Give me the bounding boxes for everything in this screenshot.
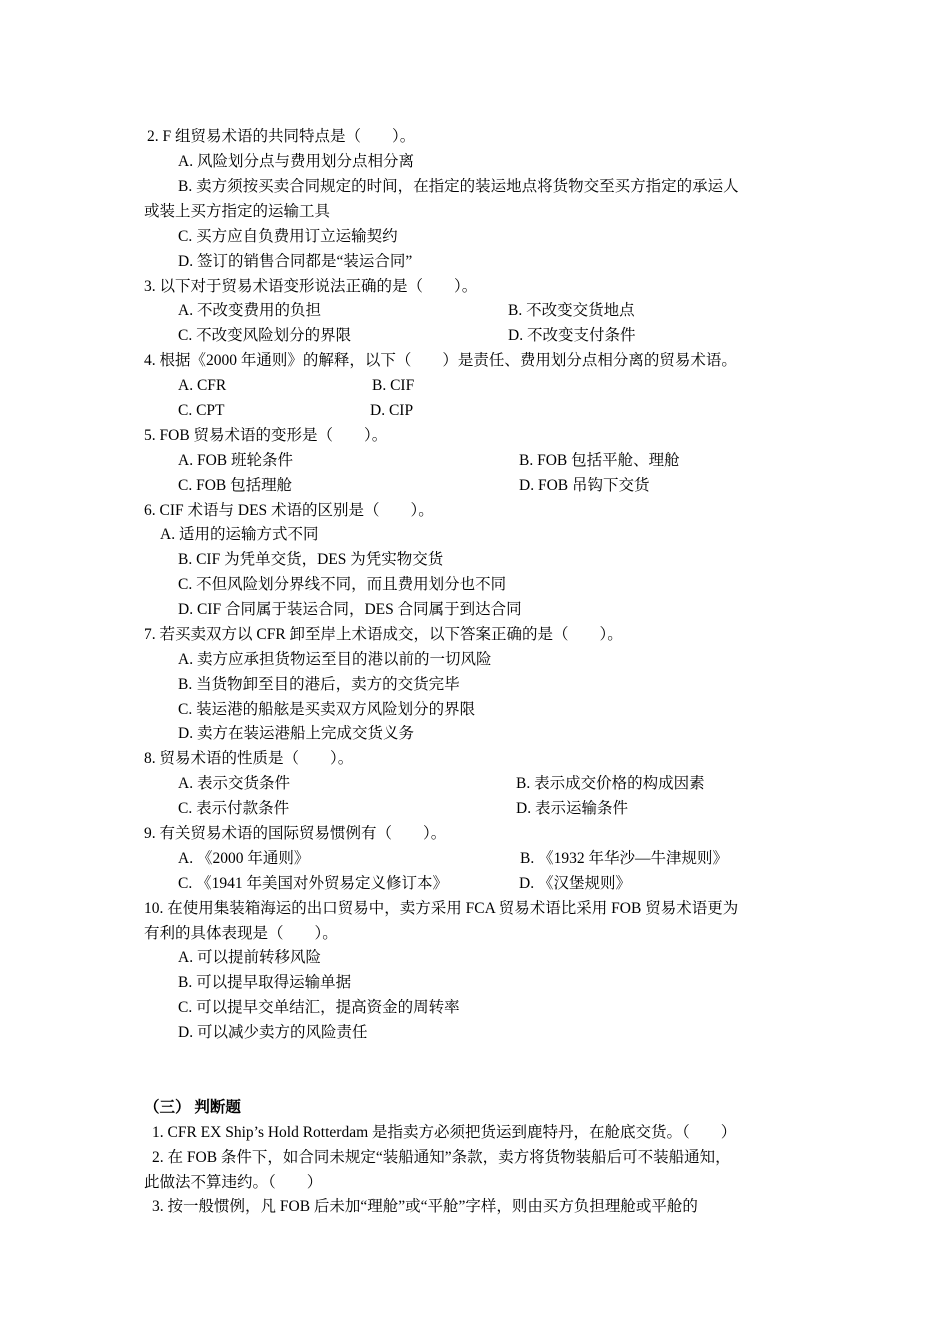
question-2-option-b-cont: 或装上买方指定的运输工具 bbox=[144, 203, 331, 220]
question-10-option-c: C. 可以提早交单结汇，提高资金的周转率 bbox=[178, 999, 460, 1016]
question-8-option-b: B. 表示成交价格的构成因素 bbox=[516, 775, 705, 792]
question-3-option-b: B. 不改变交货地点 bbox=[508, 302, 635, 319]
judgment-item-2: 2. 在 FOB 条件下，如合同未规定“装船通知”条款，卖方将货物装船后可不装船通知， bbox=[152, 1149, 731, 1166]
judgment-item-3: 3. 按一般惯例，凡 FOB 后未加“理舱”或“平舱”字样，则由买方负担理舱或平舱的 bbox=[152, 1198, 698, 1215]
question-4-stem: 4. 根据《2000 年通则》的解释，以下（ ）是责任、费用划分点相分离的贸易术语。 bbox=[144, 352, 737, 369]
question-6-option-d: D. CIF 合同属于装运合同，DES 合同属于到达合同 bbox=[178, 601, 522, 618]
question-7-stem: 7. 若买卖双方以 CFR 卸至岸上术语成交，以下答案正确的是（ ）。 bbox=[144, 626, 623, 643]
question-10-option-b: B. 可以提早取得运输单据 bbox=[178, 974, 352, 991]
question-2-option-d: D. 签订的销售合同都是“装运合同” bbox=[178, 253, 413, 270]
question-10-stem-cont: 有利的具体表现是（ ）。 bbox=[144, 925, 338, 942]
question-7-option-c: C. 装运港的船舷是买卖双方风险划分的界限 bbox=[178, 701, 476, 718]
question-6-option-b: B. CIF 为凭单交货，DES 为凭实物交货 bbox=[178, 551, 444, 568]
question-4-option-b: B. CIF bbox=[372, 377, 415, 394]
question-2-stem: 2. F 组贸易术语的共同特点是（ ）。 bbox=[147, 128, 416, 145]
question-3-option-c: C. 不改变风险划分的界限 bbox=[178, 327, 352, 344]
question-6-option-c: C. 不但风险划分界线不同，而且费用划分也不同 bbox=[178, 576, 507, 593]
question-9-option-b: B. 《1932 年华沙—牛津规则》 bbox=[520, 850, 728, 867]
question-6-option-a: A. 适用的运输方式不同 bbox=[160, 526, 319, 543]
question-5-stem: 5. FOB 贸易术语的变形是（ ）。 bbox=[144, 427, 388, 444]
section-heading: （三） 判断题 bbox=[144, 1099, 241, 1116]
question-3-option-d: D. 不改变支付条件 bbox=[508, 327, 636, 344]
question-8-option-c: C. 表示付款条件 bbox=[178, 800, 290, 817]
judgment-item-1: 1. CFR EX Ship’s Hold Rotterdam 是指卖方必须把货运到鹿特丹，在舱底交货。（ ） bbox=[152, 1124, 737, 1141]
judgment-item-2-cont: 此做法不算违约。（ ） bbox=[144, 1174, 323, 1191]
question-8-stem: 8. 贸易术语的性质是（ ）。 bbox=[144, 750, 354, 767]
question-6-stem: 6. CIF 术语与 DES 术语的区别是（ ）。 bbox=[144, 502, 434, 519]
question-5-option-b: B. FOB 包括平舱、理舱 bbox=[519, 452, 680, 469]
question-4-option-a: A. CFR bbox=[178, 377, 227, 394]
question-9-option-d: D. 《汉堡规则》 bbox=[519, 875, 631, 892]
question-5-option-a: A. FOB 班轮条件 bbox=[178, 452, 293, 469]
question-10-option-a: A. 可以提前转移风险 bbox=[178, 949, 321, 966]
question-3-stem: 3. 以下对于贸易术语变形说法正确的是（ ）。 bbox=[144, 278, 478, 295]
question-9-option-a: A. 《2000 年通则》 bbox=[178, 850, 310, 867]
question-10-stem: 10. 在使用集装箱海运的出口贸易中，卖方采用 FCA 贸易术语比采用 FOB 贸易术语更为 bbox=[144, 900, 739, 917]
question-5-option-c: C. FOB 包括理舱 bbox=[178, 477, 293, 494]
question-8-option-a: A. 表示交货条件 bbox=[178, 775, 290, 792]
question-7-option-b: B. 当货物卸至目的港后，卖方的交货完毕 bbox=[178, 676, 460, 693]
question-7-option-d: D. 卖方在装运港船上完成交货义务 bbox=[178, 725, 414, 742]
question-4-option-c: C. CPT bbox=[178, 402, 225, 419]
question-7-option-a: A. 卖方应承担货物运至目的港以前的一切风险 bbox=[178, 651, 492, 668]
question-2-option-b: B. 卖方须按买卖合同规定的时间，在指定的装运地点将货物交至买方指定的承运人 bbox=[178, 178, 739, 195]
question-5-option-d: D. FOB 吊钩下交货 bbox=[519, 477, 650, 494]
question-8-option-d: D. 表示运输条件 bbox=[516, 800, 628, 817]
question-9-stem: 9. 有关贸易术语的国际贸易惯例有（ ）。 bbox=[144, 825, 447, 842]
question-9-option-c: C. 《1941 年美国对外贸易定义修订本》 bbox=[178, 875, 448, 892]
question-3-option-a: A. 不改变费用的负担 bbox=[178, 302, 321, 319]
question-2-option-c: C. 买方应自负费用订立运输契约 bbox=[178, 228, 398, 245]
question-2-option-a: A. 风险划分点与费用划分点相分离 bbox=[178, 153, 414, 170]
question-4-option-d: D. CIP bbox=[370, 402, 414, 419]
question-10-option-d: D. 可以减少卖方的风险责任 bbox=[178, 1024, 368, 1041]
